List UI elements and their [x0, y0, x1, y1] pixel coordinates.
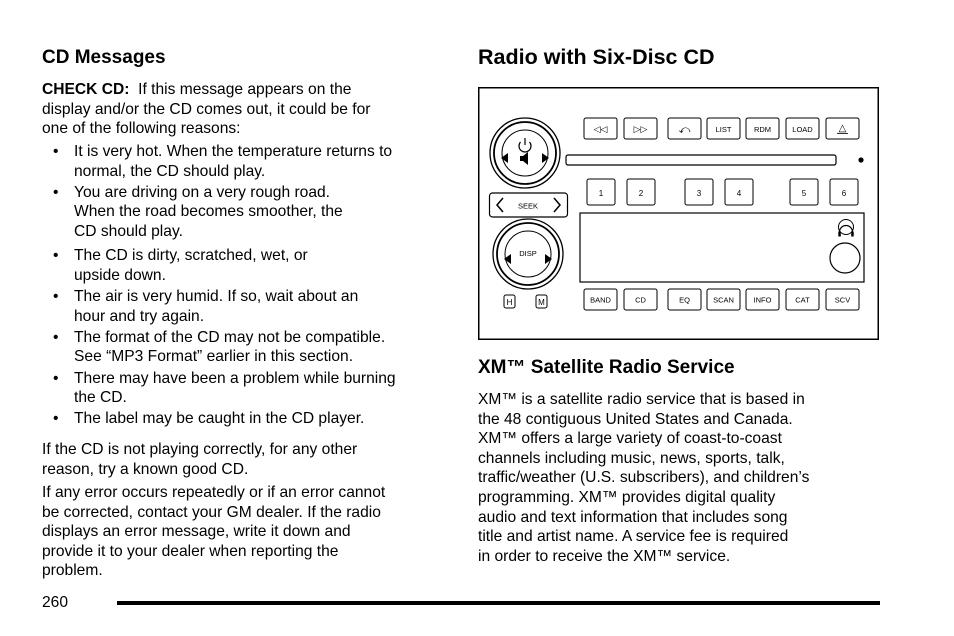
preset-4-button[interactable]: [725, 179, 753, 205]
svg-text:H: H: [506, 298, 513, 307]
fast-forward-icon: ▷▷: [633, 124, 648, 134]
seek-label: SEEK: [517, 201, 539, 211]
tune-disp-knob[interactable]: [493, 219, 563, 289]
power-volume-knob[interactable]: [490, 118, 560, 188]
list-item: • The air is very humid. If so, wait about an hour and try again.: [53, 288, 359, 325]
error-paragraph: If any error occurs repeatedly or if an error cannot be corrected, contact your GM dealer. If the radio displays an error message, write it down and provide it to your dealer when reporting the problem.: [42, 484, 386, 580]
return-button[interactable]: [668, 118, 701, 139]
svg-text:SCAN: SCAN: [713, 295, 734, 305]
svg-text:RDM: RDM: [753, 125, 772, 134]
eject-icon: △: [838, 123, 847, 134]
reasons-list: [42, 142, 452, 430]
info-button[interactable]: [746, 289, 779, 310]
seek-forward-button[interactable]: [624, 118, 657, 139]
seek-button[interactable]: [490, 193, 568, 217]
seek-back-button[interactable]: [584, 118, 617, 139]
return-icon: ⤺: [678, 124, 691, 136]
svg-text:M: M: [538, 298, 545, 307]
eq-button[interactable]: [668, 289, 701, 310]
known-good-cd-paragraph: If the CD is not playing correctly, for any other reason, try a known good CD.: [42, 441, 358, 478]
footer-rule: [117, 601, 880, 605]
list-item: • It is very hot. When the temperature returns to normal, the CD should play.: [53, 143, 393, 180]
svg-text:LIST: LIST: [715, 125, 732, 134]
svg-text:INFO: INFO: [753, 295, 772, 305]
band-button[interactable]: [584, 289, 617, 310]
rewind-icon: ◁◁: [593, 124, 608, 134]
radio-faceplate-figure: [478, 87, 879, 340]
radio-display: [580, 213, 864, 282]
check-cd-label: CHECK CD:: [42, 81, 130, 98]
page-number: 260: [42, 594, 69, 611]
cd-messages-heading: CD Messages: [42, 47, 166, 68]
check-cd-paragraph: CHECK CD: If this message appears on the display and/or the CD comes out, it could be for one of the following reasons:: [42, 81, 371, 138]
svg-text:1: 1: [598, 189, 604, 198]
eject-button[interactable]: [826, 118, 859, 139]
svg-text:CAT: CAT: [795, 295, 810, 305]
svg-text:5: 5: [801, 189, 807, 198]
disp-label: DISP: [519, 249, 537, 258]
preset-6-button[interactable]: [830, 179, 858, 205]
cat-button[interactable]: [786, 289, 819, 310]
radio-title: Radio with Six-Disc CD: [478, 45, 715, 69]
cd-button[interactable]: [624, 289, 657, 310]
svg-text:6: 6: [841, 189, 847, 198]
minute-button[interactable]: [536, 295, 547, 308]
rear-seat-audio-knob[interactable]: [830, 243, 860, 273]
hour-button[interactable]: [504, 295, 515, 308]
list-item: • The CD is dirty, scratched, wet, or upside down.: [53, 247, 308, 285]
svg-text:SCV: SCV: [834, 295, 851, 305]
load-button[interactable]: [786, 118, 819, 139]
list-button[interactable]: [707, 118, 740, 139]
disc-slot: [566, 155, 836, 165]
scan-button[interactable]: [707, 289, 740, 310]
svg-text:4: 4: [736, 189, 742, 198]
list-item: • You are driving on a very rough road. When the road becomes smoother, the CD should play.: [53, 183, 343, 240]
xm-heading: XM™ Satellite Radio Service: [478, 357, 735, 378]
preset-1-button[interactable]: [587, 179, 615, 205]
svg-text:CD: CD: [635, 295, 646, 305]
preset-2-button[interactable]: [627, 179, 655, 205]
scv-button[interactable]: [826, 289, 859, 310]
svg-text:LOAD: LOAD: [792, 125, 813, 134]
list-item: • The label may be caught in the CD player.: [53, 410, 365, 428]
svg-text:EQ: EQ: [679, 295, 690, 305]
disc-indicator-light: [858, 157, 863, 162]
list-item: • The format of the CD may not be compatible. See “MP3 Format” earlier in this section.: [53, 328, 386, 366]
rdm-button[interactable]: [746, 118, 779, 139]
svg-text:BAND: BAND: [590, 295, 611, 305]
list-item: • There may have been a problem while burning the CD.: [53, 369, 396, 407]
svg-text:3: 3: [696, 189, 702, 198]
svg-text:2: 2: [638, 189, 644, 198]
preset-3-button[interactable]: [685, 179, 713, 205]
preset-5-button[interactable]: [790, 179, 818, 205]
xm-paragraph: XM™ is a satellite radio service that is based in the 48 contiguous United States and Canada. XM™ offers a large variety of coast-to-coast channels including music, news, sports, talk, traffic/weather (U.S. subscribers), and children’s programming. XM™ provides digital quality audio and text information that includes song title and artist name. A service fee is required in order to receive the XM™ service.: [478, 391, 810, 565]
